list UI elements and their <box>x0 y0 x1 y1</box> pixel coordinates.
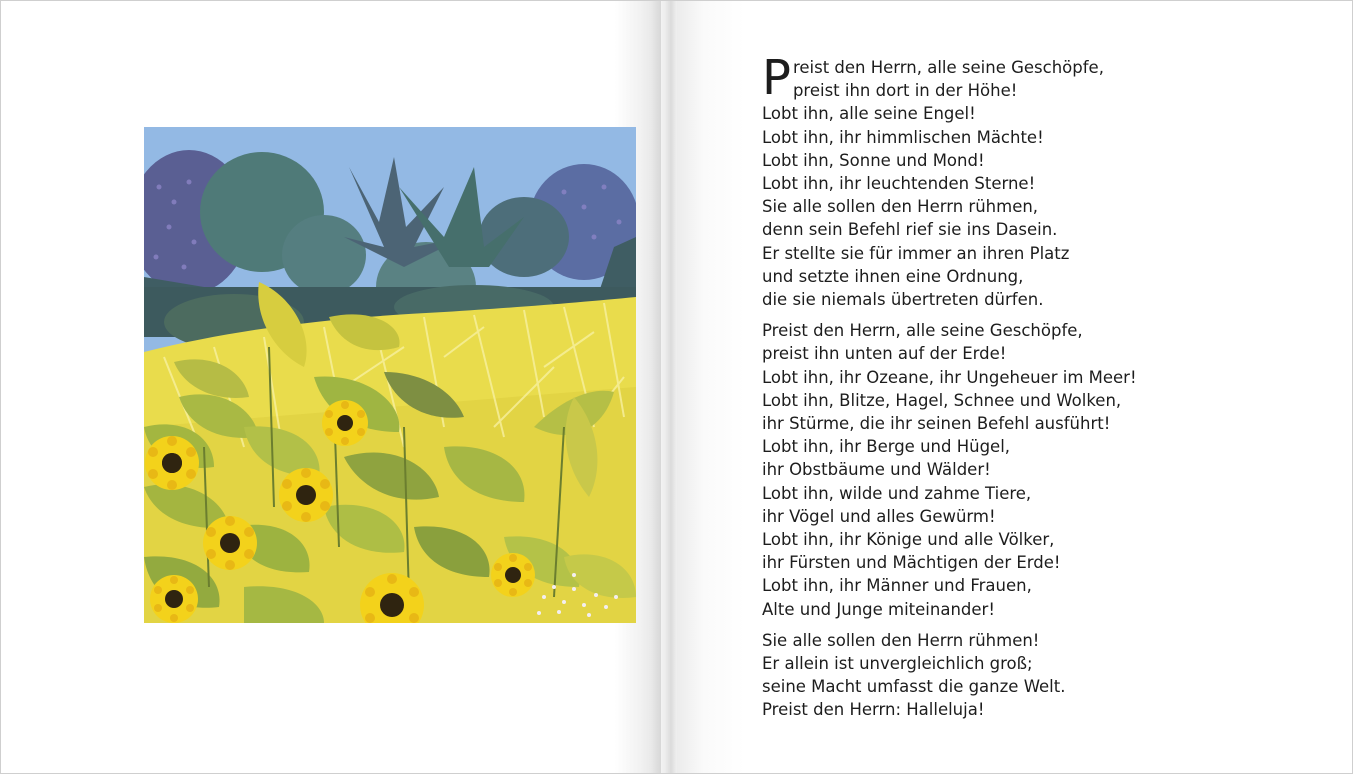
poem-line: preist ihn unten auf der Erde! <box>762 344 1007 364</box>
poem-line: Lobt ihn, ihr Männer und Frauen, <box>762 576 1032 596</box>
stanza-3 <box>762 629 1182 722</box>
poem-line: denn sein Befehl rief sie ins Dasein. <box>762 220 1058 240</box>
poem-line: ihr Stürme, die ihr seinen Befehl ausführt! <box>762 414 1111 434</box>
poem-line: ihr Fürsten und Mächtigen der Erde! <box>762 553 1061 573</box>
poem-line: seine Macht umfasst die ganze Welt. <box>762 677 1066 697</box>
poem-line: Lobt ihn, alle seine Engel! <box>762 104 976 124</box>
poem-line: Lobt ihn, ihr himmlischen Mächte! <box>762 127 1044 147</box>
drop-cap: P <box>762 50 791 106</box>
poem-line: ihr Obstbäume und Wälder! <box>762 460 991 480</box>
stanza-1 <box>762 50 1182 311</box>
poem-line: Sie alle sollen den Herrn rühmen! <box>762 630 1040 650</box>
poem-line: Lobt ihn, wilde und zahme Tiere, <box>762 483 1032 503</box>
poem-line: Er stellte sie für immer an ihren Platz <box>762 243 1070 263</box>
poem-line: Preist den Herrn, alle seine Geschöpfe, <box>762 321 1083 341</box>
poem-line: die sie niemals übertreten dürfen. <box>762 290 1044 310</box>
poem-line: ihr Vögel und alles Gewürm! <box>762 506 996 526</box>
left-page <box>1 1 661 773</box>
poem-line: preist ihn dort in der Höhe! <box>792 81 1018 101</box>
sunflower-field-illustration <box>144 127 636 623</box>
poem-line: Lobt ihn, ihr Ozeane, ihr Ungeheuer im Meer! <box>762 367 1137 387</box>
poem-line: reist den Herrn, alle seine Geschöpfe, <box>792 58 1104 77</box>
poem-line: Lobt ihn, Blitze, Hagel, Schnee und Wolken, <box>762 390 1122 410</box>
poem-line: Lobt ihn, ihr Könige und alle Völker, <box>762 530 1055 550</box>
poem-line: Lobt ihn, ihr Berge und Hügel, <box>762 437 1011 457</box>
painting-svg <box>144 127 636 623</box>
psalm-text <box>762 50 1182 730</box>
poem-line: Lobt ihn, Sonne und Mond! <box>762 150 985 170</box>
poem-line: Alte und Junge miteinander! <box>762 599 995 619</box>
poem-line: Preist den Herrn: Halleluja! <box>762 700 985 720</box>
stanza-2 <box>762 319 1182 621</box>
poem-line: Er allein ist unvergleichlich groß; <box>762 654 1033 674</box>
poem-line: Sie alle sollen den Herrn rühmen, <box>762 197 1039 217</box>
poem-line: und setzte ihnen eine Ordnung, <box>762 266 1024 286</box>
poem-line: Lobt ihn, ihr leuchtenden Sterne! <box>762 174 1036 194</box>
